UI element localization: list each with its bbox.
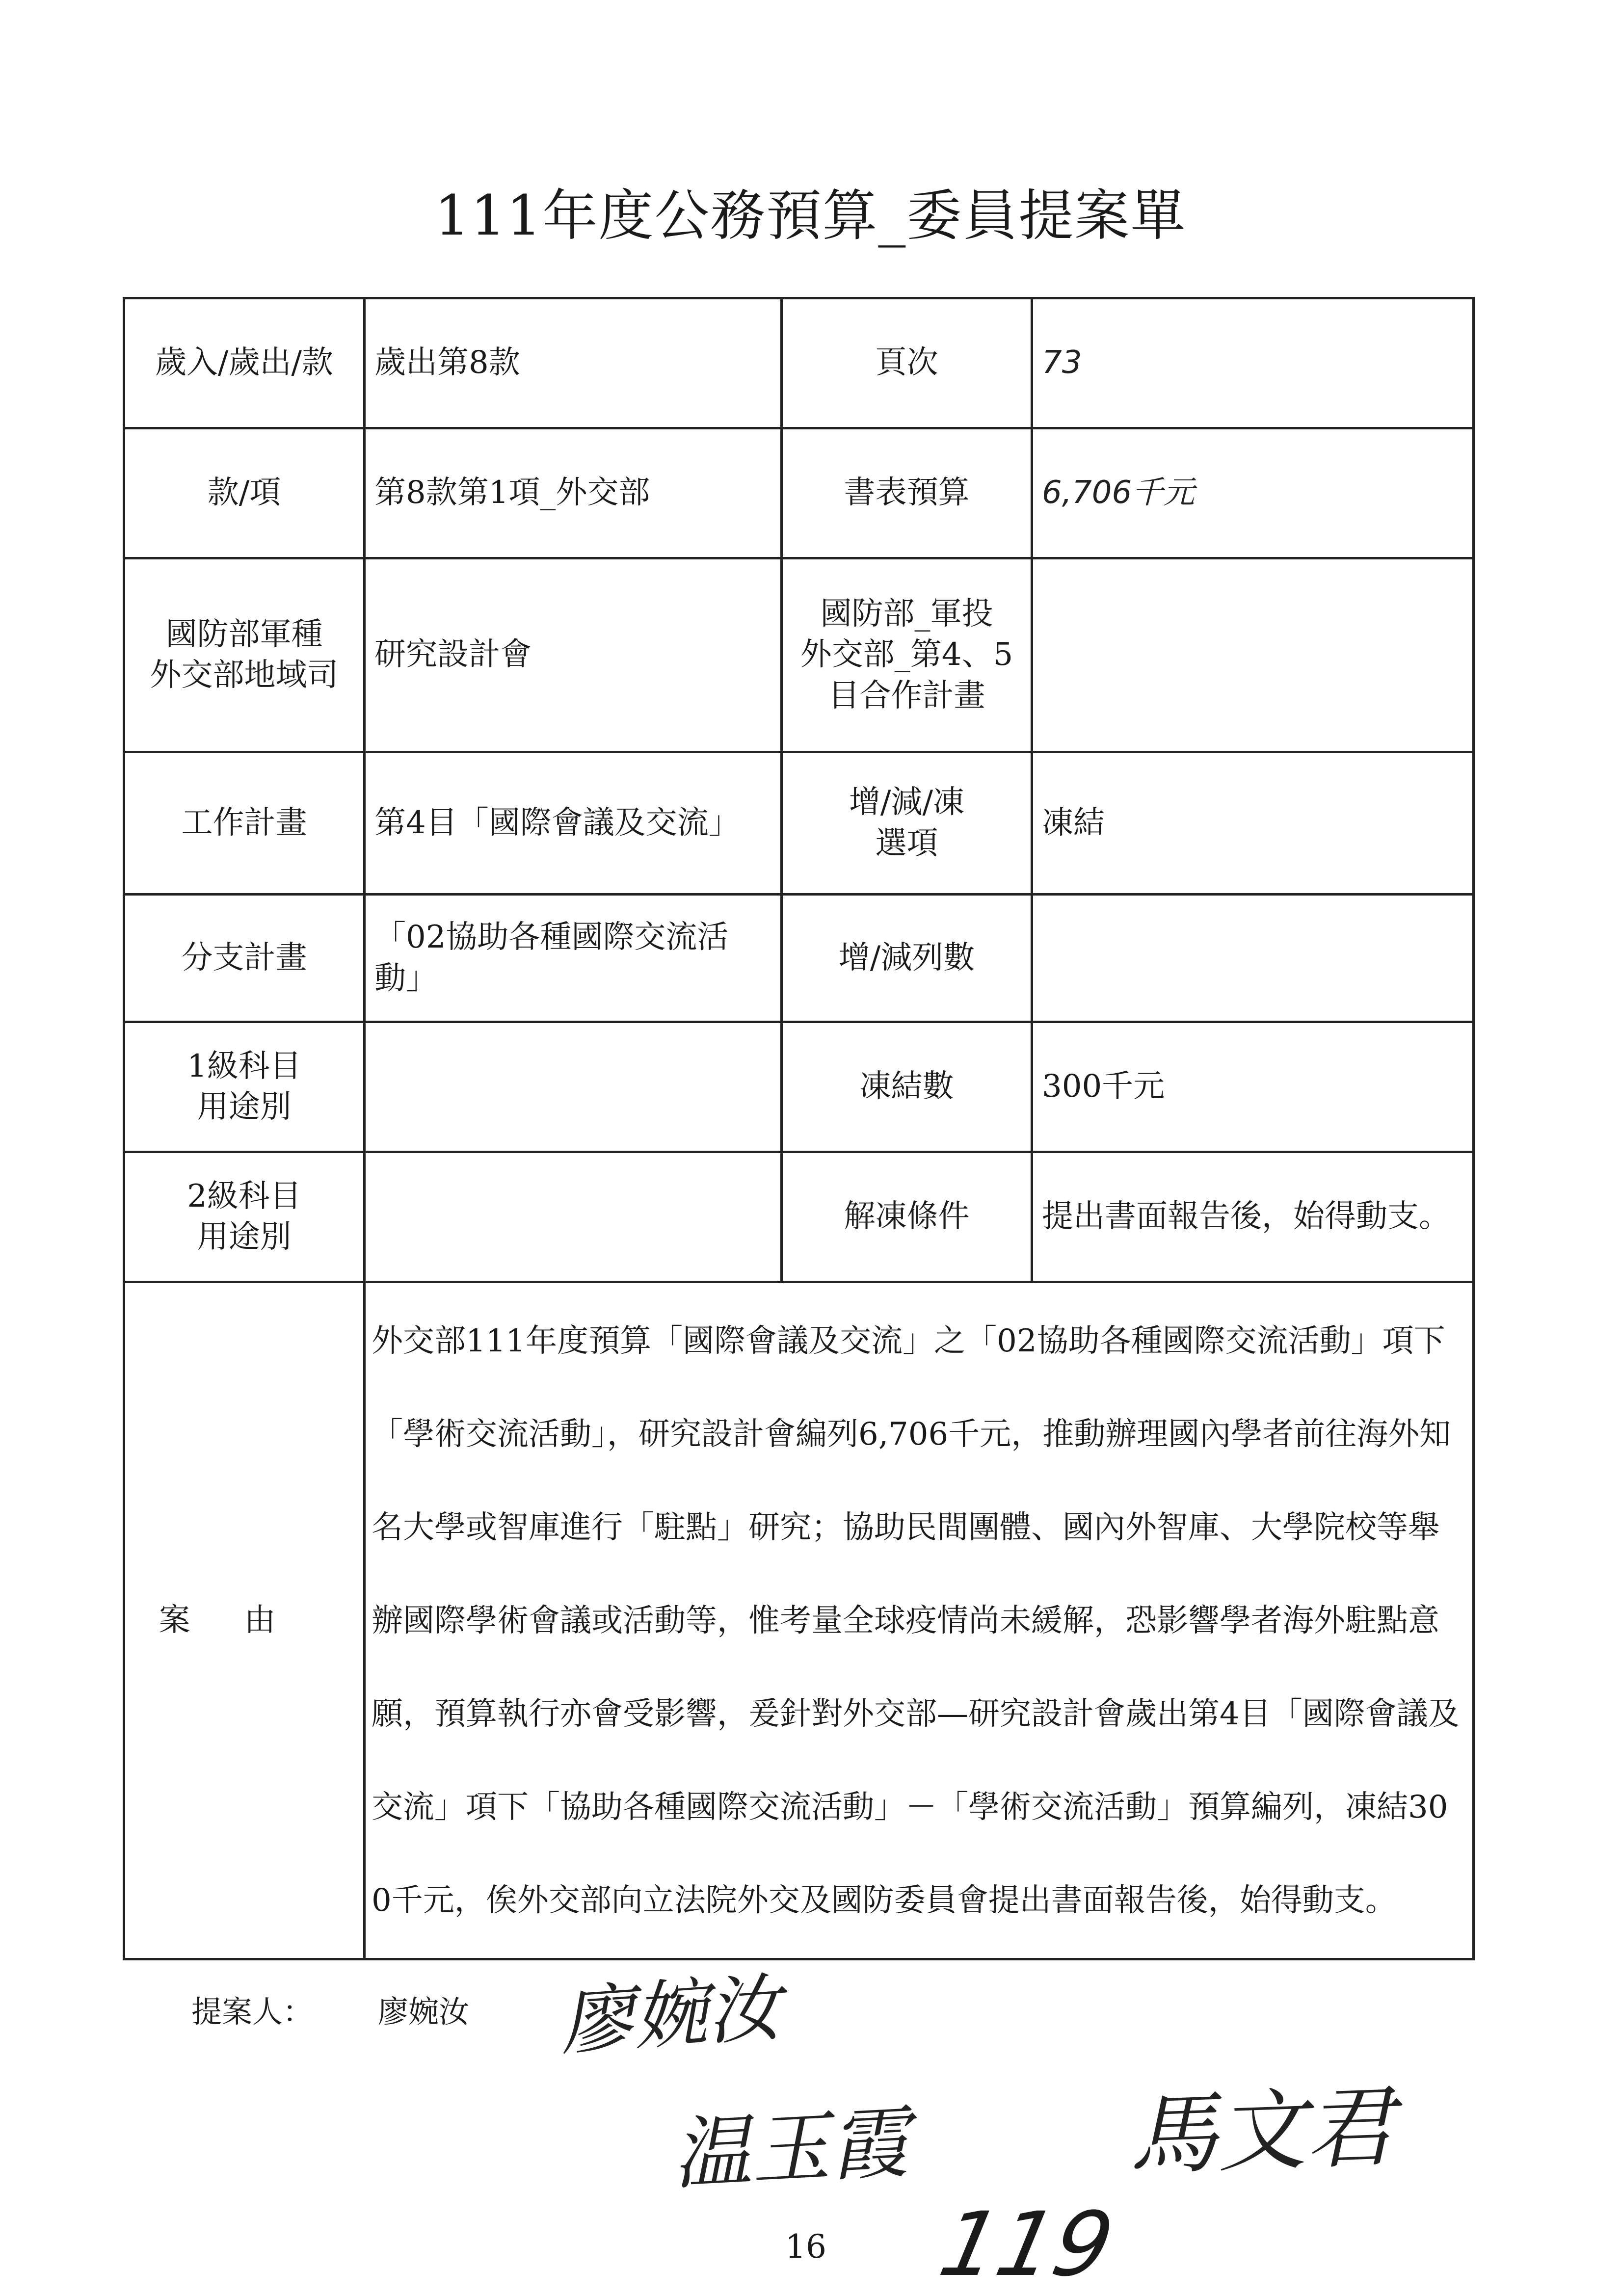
row-reason [124,1282,1474,1959]
value-department: 研究設計會 [365,558,782,752]
label-cooperation-line1: 國防部_軍投 [820,596,993,633]
value-level2-subject [365,1152,782,1282]
label-frozen-amount: 凍結數 [782,1022,1032,1152]
label-level2-line1: 2級科目 [187,1178,301,1214]
label-cooperation-plan [782,558,1032,752]
value-adjust-amount [1032,895,1474,1022]
value-frozen-amount: 300千元 [1032,1022,1474,1152]
page-number: 16 [785,2228,826,2266]
label-category: 歲入/歲出/款 [124,298,365,428]
value-branch-plan: 「02協助各種國際交流活動」 [365,895,782,1022]
signature-proposer: 廖婉汝 [557,1965,784,2066]
label-level2-subject [124,1152,365,1282]
value-unfreeze-condition: 提出書面報告後，始得動支。 [1032,1152,1474,1282]
value-reason-text: 外交部111年度預算「國際會議及交流」之「02協助各種國際交流活動」項下「學術交流活動」，研究設計會編列6,706千元，推動辦理國內學者前往海外知名大學或智庫進行「駐點」研究；協助民間團體、國內外智庫、大學院校等舉辦國際學術會議或活動等，惟考量全球疫情尚未緩解，恐影響學者海外駐點意願，預算執行亦會受影響，爰針對外交部—研究設計會歲出第4目「國際會議及交流」項下「協助各種國際交流活動」－「學術交流活動」預算編列，凍結300千元，俟外交部向立法院外交及國防委員會提出書面報告後，始得動支。 [365,1282,1474,1959]
label-cooperation-line2: 外交部_第4、5 [800,636,1013,673]
document-title: 111年度公務預算_委員提案單 [434,184,1187,248]
signature-cosigner-2: 馬文君 [1127,2076,1396,2188]
label-department-line2: 外交部地域司 [150,657,339,693]
label-level1-line2: 用途別 [197,1089,292,1125]
row-department [124,558,1474,752]
handwritten-number: 119 [931,2193,1122,2296]
proposer-name: 廖婉汝 [378,1994,470,2030]
label-adjust-amount: 增/減列數 [782,895,1032,1022]
label-adjust-option-line1: 增/減/凍 [849,784,965,821]
value-page-handwritten: 73 [1032,298,1474,428]
value-item: 第8款第1項_外交部 [365,428,782,558]
label-department-line1: 國防部軍種 [165,616,323,653]
label-department [124,558,365,752]
value-level1-subject [365,1022,782,1152]
label-branch-plan: 分支計畫 [124,895,365,1022]
label-item: 款/項 [124,428,365,558]
label-unfreeze-condition: 解凍條件 [782,1152,1032,1282]
label-work-plan: 工作計畫 [124,752,365,895]
value-budget-handwritten: 6,706千元 [1032,428,1474,558]
row-level1-subject [124,1022,1474,1152]
value-adjust-option: 凍結 [1032,752,1474,895]
label-budget: 書表預算 [782,428,1032,558]
label-level2-line2: 用途別 [197,1219,292,1255]
label-cooperation-line3: 目合作計畫 [828,677,985,714]
value-work-plan: 第4目「國際會議及交流」 [365,752,782,895]
proposer-label: 提案人： [191,1994,314,2030]
label-adjust-option [782,752,1032,895]
row-branch-plan [124,895,1474,1022]
row-level2-subject [124,1152,1474,1282]
label-level1-subject [124,1022,365,1152]
row-category [124,298,1474,428]
row-item [124,428,1474,558]
proposal-form-table [123,297,1475,1960]
label-adjust-option-line2: 選項 [875,825,938,862]
value-cooperation-plan [1032,558,1474,752]
value-category: 歲出第8款 [365,298,782,428]
label-page: 頁次 [782,298,1032,428]
row-work-plan [124,752,1474,895]
label-level1-line1: 1級科目 [187,1048,301,1084]
signature-cosigner-1: 温玉霞 [670,2096,911,2201]
label-reason: 案由 [124,1282,365,1959]
